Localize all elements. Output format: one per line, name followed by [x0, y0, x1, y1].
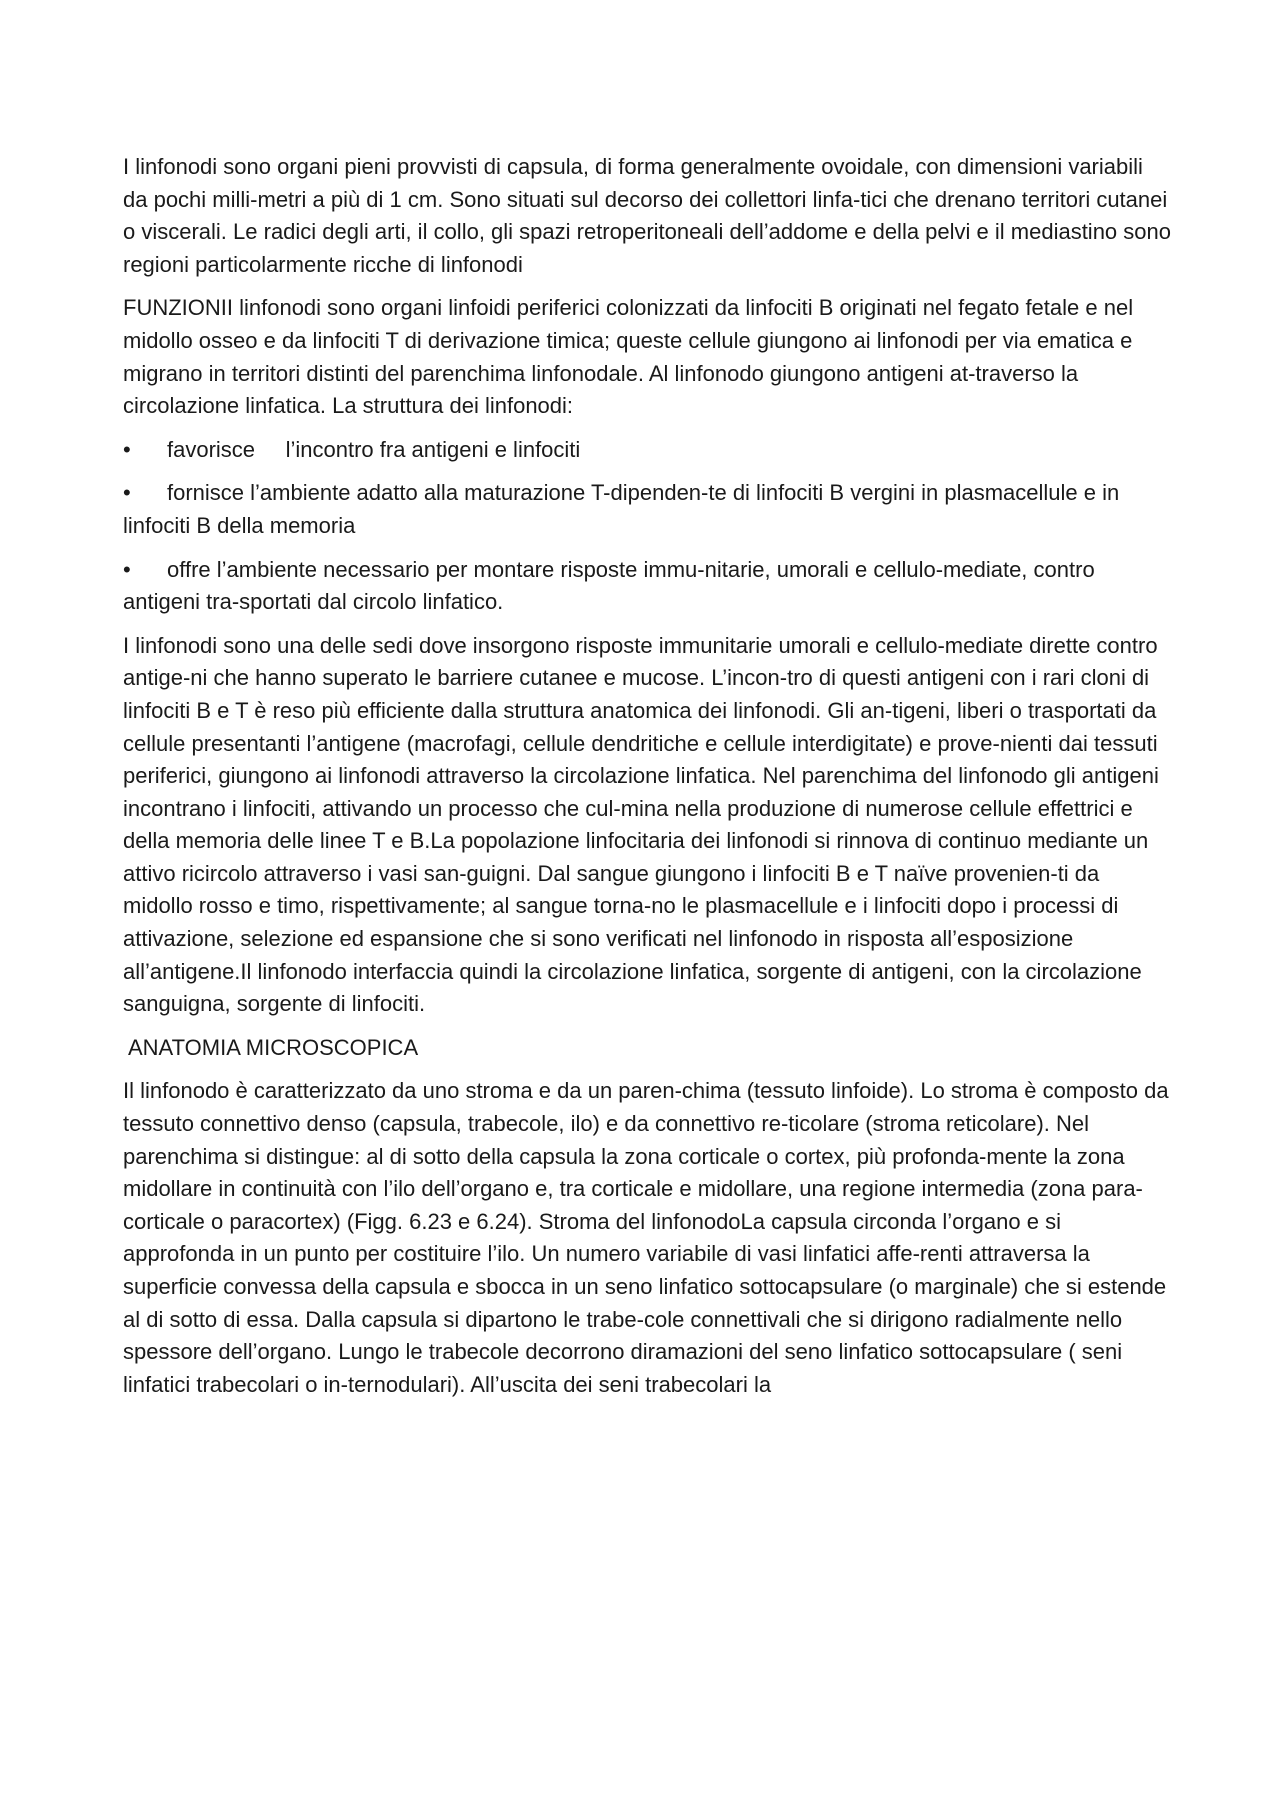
bullet-marker: •: [123, 480, 131, 506]
bullet-text: favorisce l’incontro fra antigeni e linfociti: [167, 436, 581, 462]
bullet-item: [123, 554, 1173, 619]
paragraph-intro: I linfonodi sono organi pieni provvisti di capsula, di forma generalmente ovoidale, con dimensioni variabili da pochi milli-metri a più di 1 cm. Sono situati sul decorso dei collettori linfa-tici che drenano territori cutanei o viscerali. Le radici degli arti, il collo, gli spazi retroperitoneali dell’addome e della pelvi e il mediastino sono regioni particolarmente ricche di linfonodi: [123, 154, 1171, 277]
paragraph-risposte: I linfonodi sono una delle sedi dove insorgono risposte immunitarie umorali e cellulo-mediate dirette contro antige-ni che hanno superato le barriere cutanee e mucose. L’incon-tro di questi antigeni con i rari cloni di linfociti B e T è reso più efficiente dalla struttura anatomica dei linfonodi. Gli an-tigeni, liberi o trasportati da cellule presentanti l’antigene (macrofagi, cellule dendritiche e cellule interdigitate) e prove-nienti dai tessuti periferici, giungono ai linfonodi attraverso la circolazione linfatica. Nel parenchima del linfonodo gli antigeni incontrano i linfociti, attivando un processo che cul-mina nella produzione di numerose cellule effettrici e della memoria delle linee T e B.La popolazione linfocitaria dei linfonodi si rinnova di continuo mediante un attivo ricircolo attraverso i vasi san-guigni. Dal sangue giungono i linfociti B e T naïve provenien-ti da midollo rosso e timo, rispettivamente; al sangue torna-no le plasmacellule e i linfociti dopo i processi di attivazione, selezione ed espansione che si sono verificati nel linfonodo in risposta all’esposizione all’antigene.Il linfonodo interfaccia quindi la circolazione linfatica, sorgente di antigeni, con la circolazione sanguigna, sorgente di linfociti.: [123, 632, 1159, 1017]
bullet-marker: •: [123, 436, 131, 462]
bullet-text: fornisce l’ambiente adatto alla maturazione T-dipenden-te di linfociti B vergini in plasmacellule e in linfociti B della memoria: [123, 480, 1120, 538]
paragraph-stroma: Il linfonodo è caratterizzato da uno stroma e da un paren-chima (tessuto linfoide). Lo stroma è composto da tessuto connettivo denso (capsula, trabecole, ilo) e da connettivo re-ticolare (stroma reticolare). Nel parenchima si distingue: al di sotto della capsula la zona corticale o cortex, più profonda-mente la zona midollare in continuità con l’ilo dell’organo e, tra corticale e midollare, una regione intermedia (zona para-corticale o paracortex) (Figg. 6.23 e 6.24). Stroma del linfonodoLa capsula circonda l’organo e si approfonda in un punto per costituire l’ilo. Un numero variabile di vasi linfatici affe-renti attraversa la superficie convessa della capsula e sbocca in un seno linfatico sottocapsulare (o marginale) che si estende al di sotto di essa. Dalla capsula si dipartono le trabe-cole connettivali che si dirigono radialmente nello spessore dell’organo. Lungo le trabecole decorrono diramazioni del seno linfatico sottocapsulare ( seni linfatici trabecolari o in-ternodulari). All’uscita dei seni trabecolari la: [123, 1078, 1169, 1397]
bullet-item: [123, 477, 1173, 542]
bullet-item: [123, 434, 1173, 467]
bullet-marker: •: [123, 556, 131, 582]
paragraph-funzioni: FUNZIONII linfonodi sono organi linfoidi periferici colonizzati da linfociti B originati nel fegato fetale e nel midollo osseo e da linfociti T di derivazione timica; queste cellule giungono ai linfonodi per via ematica e migrano in territori distinti del parenchima linfonodale. Al linfonodo giungono antigeni at-traverso la circolazione linfatica. La struttura dei linfonodi:: [123, 295, 1134, 419]
document-page: [123, 151, 1173, 1412]
bullet-text: offre l’ambiente necessario per montare risposte immu-nitarie, umorali e cellulo-mediate, contro antigeni tra-sportati dal circolo linfatico.: [123, 556, 1095, 615]
section-heading: ANATOMIA MICROSCOPICA: [128, 1034, 419, 1060]
